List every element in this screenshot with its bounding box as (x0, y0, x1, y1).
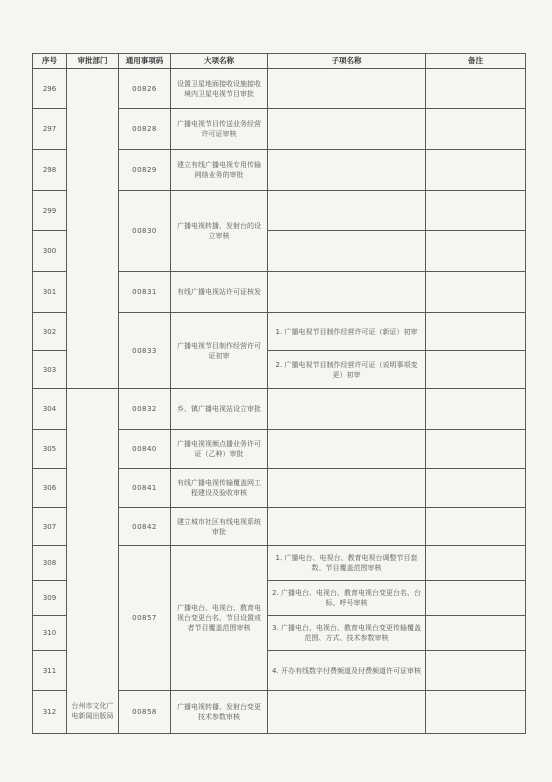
header-row (33, 54, 526, 69)
sub-item-cell (268, 69, 426, 109)
sub-item-cell: 2. 广播电台、电视台、教育电视台变更台名、台标、呼号审核 (268, 581, 426, 616)
seq-cell: 304 (33, 389, 67, 430)
note-cell (426, 508, 526, 546)
sub-item-cell: 3. 广播电台、电视台、教育电视台变更传输覆盖范围、方式、技术参数审核 (268, 616, 426, 651)
note-cell (426, 651, 526, 691)
code-cell: 00857 (119, 546, 171, 691)
header-code: 通用事项码 (119, 54, 171, 69)
approval-items-table (32, 53, 526, 734)
note-cell (426, 469, 526, 508)
seq-cell: 299 (33, 191, 67, 231)
code-cell: 00841 (119, 469, 171, 508)
code-cell: 00826 (119, 69, 171, 109)
seq-cell: 307 (33, 508, 67, 546)
sub-item-cell (268, 389, 426, 430)
note-cell (426, 546, 526, 581)
note-cell (426, 109, 526, 150)
sub-item-cell (268, 508, 426, 546)
seq-cell: 298 (33, 150, 67, 191)
sub-item-cell (268, 150, 426, 191)
sub-item-cell: 1. 广播电视节目制作经营许可证（新证）初审 (268, 313, 426, 351)
sub-item-cell (268, 231, 426, 272)
code-cell: 00832 (119, 389, 171, 430)
code-cell: 00840 (119, 430, 171, 469)
seq-cell: 308 (33, 546, 67, 581)
note-cell (426, 430, 526, 469)
dept-cell-lower (67, 389, 119, 734)
note-cell (426, 69, 526, 109)
code-cell: 00833 (119, 313, 171, 389)
seq-cell: 300 (33, 231, 67, 272)
main-item-cell: 有线广播电视站许可证核发 (171, 272, 268, 313)
sub-item-cell (268, 469, 426, 508)
note-cell (426, 351, 526, 389)
main-item-cell: 广播电台、电视台、教育电视台变更台名、节目设置或者节目覆盖范围审核 (171, 546, 268, 691)
seq-cell: 301 (33, 272, 67, 313)
main-item-cell: 广播电视转播、发射台变更技术参数审核 (171, 691, 268, 734)
sub-item-cell (268, 430, 426, 469)
code-cell: 00829 (119, 150, 171, 191)
seq-cell: 297 (33, 109, 67, 150)
code-cell: 00830 (119, 191, 171, 272)
main-item-cell: 设置卫星地面接收设施接收境内卫星电视节目审批 (171, 69, 268, 109)
seq-cell: 311 (33, 651, 67, 691)
main-item-cell: 建立城市社区有线电视系统审批 (171, 508, 268, 546)
sub-item-cell: 4. 开办有线数字付费频道及付费频道许可证审核 (268, 651, 426, 691)
note-cell (426, 581, 526, 616)
seq-cell: 303 (33, 351, 67, 389)
note-cell (426, 691, 526, 734)
main-item-cell: 广播电视节目传送业务经营许可证审核 (171, 109, 268, 150)
header-note: 备注 (426, 54, 526, 69)
sub-item-cell: 2. 广播电视节目制作经营许可证（说明事项变更）初审 (268, 351, 426, 389)
note-cell (426, 616, 526, 651)
seq-cell: 312 (33, 691, 67, 734)
header-sub: 子项名称 (268, 54, 426, 69)
dept-name-text: 台州市文化广电新闻出版局 (71, 702, 114, 720)
note-cell (426, 389, 526, 430)
seq-cell: 302 (33, 313, 67, 351)
seq-cell: 305 (33, 430, 67, 469)
sub-item-cell: 1. 广播电台、电视台、教育电视台调整节目套数、节目覆盖范围审核 (268, 546, 426, 581)
code-cell: 00858 (119, 691, 171, 734)
seq-cell: 296 (33, 69, 67, 109)
note-cell (426, 150, 526, 191)
sub-item-cell (268, 109, 426, 150)
main-item-cell: 乡、镇广播电视站设立审批 (171, 389, 268, 430)
seq-cell: 306 (33, 469, 67, 508)
main-item-cell: 广播电视节目制作经营许可证初审 (171, 313, 268, 389)
sub-item-cell (268, 691, 426, 734)
sub-item-cell (268, 272, 426, 313)
table-row (33, 69, 526, 109)
header-dept: 审批部门 (67, 54, 119, 69)
code-cell: 00831 (119, 272, 171, 313)
note-cell (426, 191, 526, 231)
seq-cell: 309 (33, 581, 67, 616)
header-seq: 序号 (33, 54, 67, 69)
main-item-cell: 广播电视视频点播业务许可证（乙种）审批 (171, 430, 268, 469)
sub-item-cell (268, 191, 426, 231)
code-cell: 00828 (119, 109, 171, 150)
note-cell (426, 272, 526, 313)
main-item-cell: 有线广播电视传输覆盖网工程建设及验收审核 (171, 469, 268, 508)
code-cell: 00842 (119, 508, 171, 546)
table-row (33, 389, 526, 430)
header-main: 大项名称 (171, 54, 268, 69)
main-item-cell: 建立有线广播电视专用传输网络业务的审批 (171, 150, 268, 191)
note-cell (426, 313, 526, 351)
main-item-cell: 广播电视转播、发射台的设立审核 (171, 191, 268, 272)
seq-cell: 310 (33, 616, 67, 651)
note-cell (426, 231, 526, 272)
dept-cell-upper (67, 69, 119, 389)
